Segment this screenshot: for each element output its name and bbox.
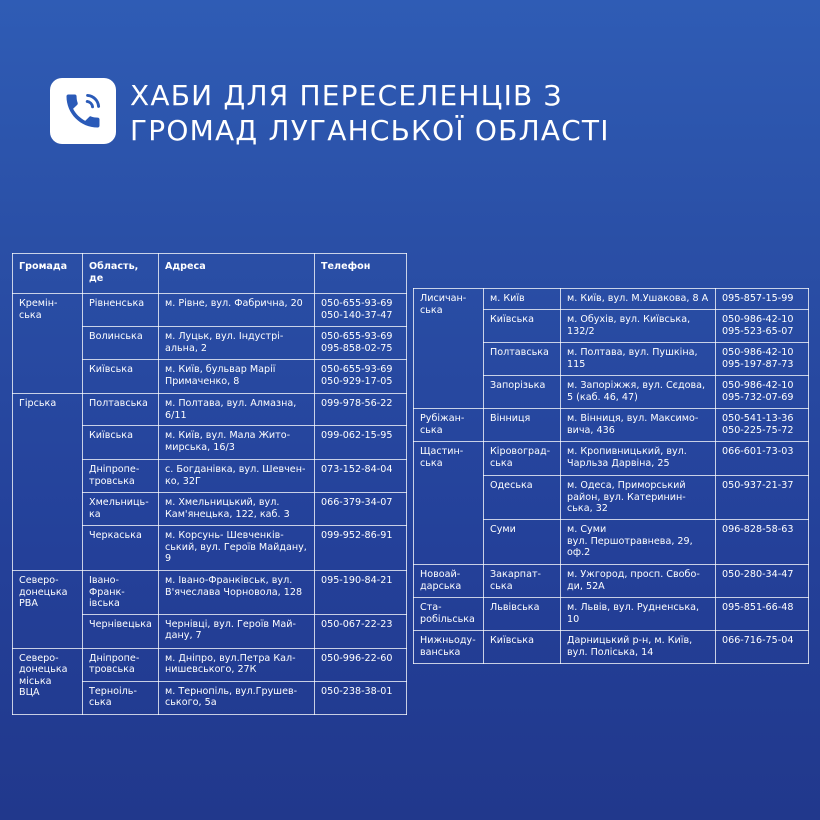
cell-phone: 096-828-58-63 (716, 520, 809, 565)
cell-address: м. Київ, вул. М.Ушакова, 8 А (561, 289, 716, 310)
cell-address: м. Корсунь- Шевченків- ський, вул. Героїв Майдану, 9 (159, 526, 315, 571)
cell-phone: 066-716-75-04 (716, 631, 809, 664)
cell-oblast: Вінниця (484, 409, 561, 442)
cell-address: м. Одеса, Приморський район, вул. Катеринин- ська, 32 (561, 476, 716, 520)
table-row (414, 631, 809, 664)
cell-phone: 066-601-73-03 (716, 442, 809, 476)
title-line-1: ХАБИ ДЛЯ ПЕРЕСЕЛЕНЦІВ З (130, 79, 563, 112)
cell-oblast: Полтавська (484, 343, 561, 376)
cell-phone: 050-655-93-69 095-858-02-75 (315, 327, 407, 360)
cell-oblast: Кіровоград- ська (484, 442, 561, 476)
cell-phone: 050-280-34-47 (716, 565, 809, 598)
cell-phone: 099-062-15-95 (315, 426, 407, 460)
cell-phone: 095-857-15-99 (716, 289, 809, 310)
cell-address: м. Полтава, вул. Алмазна, 6/11 (159, 394, 315, 426)
cell-oblast: Київська (484, 631, 561, 664)
cell-oblast: Суми (484, 520, 561, 565)
table-row (414, 442, 809, 476)
cell-address: м. Київ, вул. Мала Жито- мирська, 16/3 (159, 426, 315, 460)
cell-address: м. Київ, бульвар Марії Примаченко, 8 (159, 360, 315, 394)
cell-oblast: Запорізька (484, 376, 561, 409)
cell-hromada: Северо- донецька РВА (13, 571, 83, 649)
cell-oblast: Дніпропе- тровська (83, 648, 159, 681)
table-header-row (13, 254, 407, 294)
cell-hromada: Новоай- дарська (414, 565, 484, 598)
cell-oblast: Рівненська (83, 294, 159, 327)
cell-address: м. Полтава, вул. Пушкіна, 115 (561, 343, 716, 376)
cell-phone: 099-978-56-22 (315, 394, 407, 426)
cell-address: м. Кропивницький, вул. Чарльза Дарвіна, 25 (561, 442, 716, 476)
cell-hromada: Нижньоду- ванська (414, 631, 484, 664)
cell-phone: 050-238-38-01 (315, 681, 407, 714)
table-row (414, 565, 809, 598)
cell-oblast: Київська (83, 426, 159, 460)
cell-hromada: Щастин- ська (414, 442, 484, 565)
cell-phone: 073-152-84-04 (315, 460, 407, 493)
cell-address: м. Луцьк, вул. Індустрі- альна, 2 (159, 327, 315, 360)
cell-oblast: Одеська (484, 476, 561, 520)
cell-phone: 050-067-22-23 (315, 614, 407, 648)
hubs-table-left (12, 253, 407, 715)
cell-address: м. Ужгород, просп. Свобо- ди, 52А (561, 565, 716, 598)
header-hromada: Громада (13, 254, 83, 294)
header-address: Адреса (159, 254, 315, 294)
cell-address: Дарницький р-н, м. Київ, вул. Поліська, 14 (561, 631, 716, 664)
cell-address: м. Обухів, вул. Київська, 132/2 (561, 310, 716, 343)
title-line-2: ГРОМАД ЛУГАНСЬКОЇ ОБЛАСТІ (130, 114, 610, 147)
cell-oblast: Волинська (83, 327, 159, 360)
cell-oblast: Дніпропе- тровська (83, 460, 159, 493)
cell-oblast: Терноіль- ська (83, 681, 159, 714)
cell-hromada: Кремін- ська (13, 294, 83, 394)
cell-oblast: Закарпат- ська (484, 565, 561, 598)
cell-oblast: Черкаська (83, 526, 159, 571)
cell-address: Чернівці, вул. Героїв Май- дану, 7 (159, 614, 315, 648)
table-row (13, 294, 407, 327)
cell-address: м. Запоріжжя, вул. Сєдова, 5 (каб. 46, 47) (561, 376, 716, 409)
cell-phone: 050-655-93-69 050-140-37-47 (315, 294, 407, 327)
cell-address: м. Івано-Франківськ, вул. В'ячеслава Чорновола, 128 (159, 571, 315, 615)
cell-oblast: Київська (484, 310, 561, 343)
cell-address: м. Тернопіль, вул.Грушев- ського, 5а (159, 681, 315, 714)
cell-hromada: Лисичан- ська (414, 289, 484, 409)
cell-address: м. Вінниця, вул. Максимо- вича, 436 (561, 409, 716, 442)
cell-phone: 050-986-42-10 095-523-65-07 (716, 310, 809, 343)
cell-phone: 050-541-13-36 050-225-75-72 (716, 409, 809, 442)
phone-icon-glyph (61, 89, 105, 133)
cell-oblast: Львівська (484, 598, 561, 631)
cell-phone: 066-379-34-07 (315, 493, 407, 526)
cell-address: м. Суми вул. Першотравнева, 29, оф.2 (561, 520, 716, 565)
cell-phone: 050-986-42-10 095-197-87-73 (716, 343, 809, 376)
hubs-table-right (413, 288, 809, 664)
cell-address: м. Дніпро, вул.Петра Кал- нишевського, 27К (159, 648, 315, 681)
cell-hromada: Гірська (13, 394, 83, 571)
cell-address: с. Богданівка, вул. Шевчен- ко, 32Г (159, 460, 315, 493)
table-row (13, 648, 407, 681)
table-row (414, 289, 809, 310)
cell-oblast: м. Київ (484, 289, 561, 310)
cell-address: м. Львів, вул. Рудненська, 10 (561, 598, 716, 631)
cell-phone: 095-851-66-48 (716, 598, 809, 631)
table-row (13, 571, 407, 615)
header-oblast: Область, де (83, 254, 159, 294)
header-phone: Телефон (315, 254, 407, 294)
cell-phone: 095-190-84-21 (315, 571, 407, 615)
page-title (130, 78, 610, 148)
cell-hromada: Северо- донецька міська ВЦА (13, 648, 83, 714)
cell-phone: 050-655-93-69 050-929-17-05 (315, 360, 407, 394)
cell-oblast: Івано-Франк- івська (83, 571, 159, 615)
phone-icon (50, 78, 116, 144)
cell-address: м. Рівне, вул. Фабрична, 20 (159, 294, 315, 327)
cell-oblast: Хмельниць- ка (83, 493, 159, 526)
table-row (13, 394, 407, 426)
header (50, 78, 610, 148)
cell-phone: 050-937-21-37 (716, 476, 809, 520)
cell-hromada: Ста- робільська (414, 598, 484, 631)
cell-hromada: Рубіжан- ська (414, 409, 484, 442)
cell-oblast: Київська (83, 360, 159, 394)
cell-phone: 050-996-22-60 (315, 648, 407, 681)
cell-address: м. Хмельницький, вул. Кам'янецька, 122, каб. 3 (159, 493, 315, 526)
cell-oblast: Чернівецька (83, 614, 159, 648)
table-row (414, 409, 809, 442)
cell-phone: 050-986-42-10 095-732-07-69 (716, 376, 809, 409)
cell-phone: 099-952-86-91 (315, 526, 407, 571)
table-row (414, 598, 809, 631)
cell-oblast: Полтавська (83, 394, 159, 426)
